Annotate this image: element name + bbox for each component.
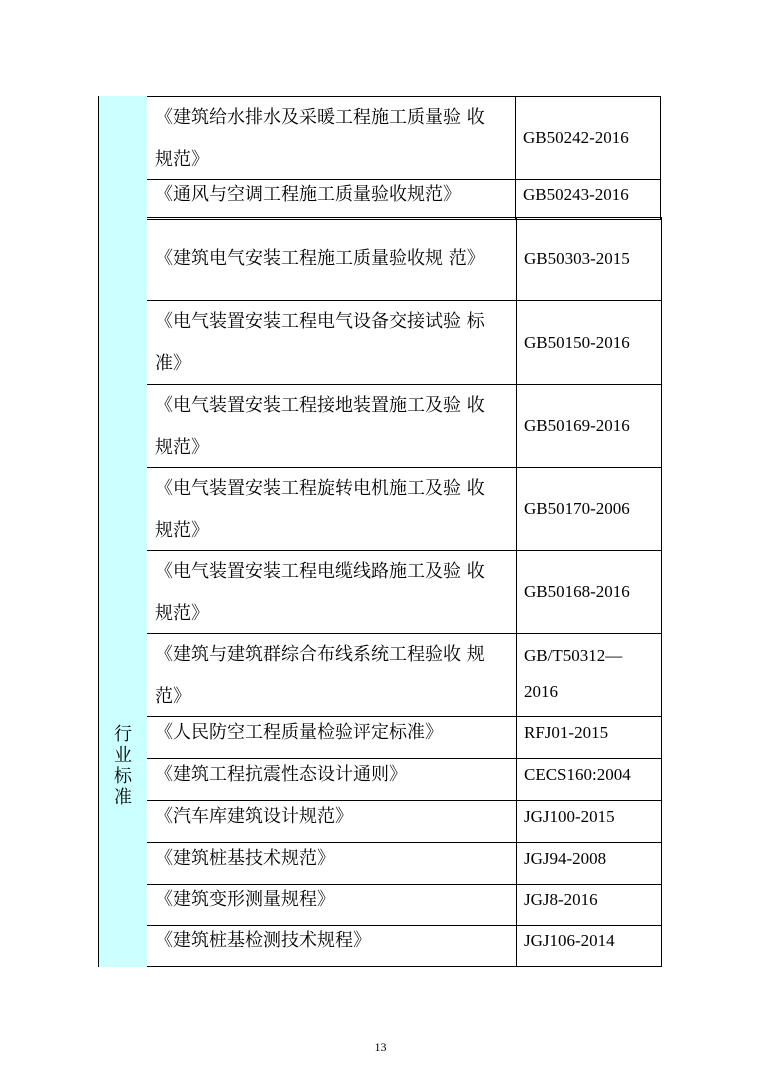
left-border (98, 96, 99, 220)
standard-code-cell: GB50150-2016 (517, 301, 662, 385)
standard-code-cell: JGJ8-2016 (517, 885, 662, 926)
standard-name-cell: 《汽车库建筑设计规范》 (147, 801, 517, 843)
standard-name-cell: 《建筑变形测量规程》 (147, 885, 517, 926)
standard-code-cell: GB/T50312— 2016 (517, 634, 662, 717)
standard-code-cell: GB50169-2016 (517, 385, 662, 468)
standard-name-cell: 《建筑与建筑群综合布线系统工程验收 规 范》 (147, 634, 517, 717)
standard-code-cell: GB50303-2015 (517, 217, 662, 301)
standard-name-cell: 《建筑电气安装工程施工质量验收规 范》 (147, 217, 517, 301)
standard-name-cell: 《通风与空调工程施工质量验收规范》 (147, 180, 516, 220)
standard-code-cell: JGJ94-2008 (517, 843, 662, 885)
category-label: 行 业 标 准 (114, 724, 132, 808)
standard-code-cell: GB50242-2016 (516, 96, 661, 180)
page-number: 13 (374, 1040, 387, 1054)
standard-code-cell: RFJ01-2015 (517, 717, 662, 759)
category-cell (99, 717, 147, 967)
standard-name-cell: 《电气装置安装工程电缆线路施工及验 收 规范》 (147, 551, 517, 634)
left-border (98, 217, 99, 717)
standard-code-cell: GB50168-2016 (517, 551, 662, 634)
standard-code-cell: CECS160:2004 (517, 759, 662, 801)
left-border (98, 717, 99, 967)
standard-code-cell: GB50170-2006 (517, 468, 662, 551)
standard-name-cell: 《人民防空工程质量检验评定标准》 (147, 717, 517, 759)
standard-name-cell: 《建筑工程抗震性态设计通则》 (147, 759, 517, 801)
category-cell (99, 217, 147, 717)
standard-name-cell: 《电气装置安装工程接地装置施工及验 收 规范》 (147, 385, 517, 468)
standard-name-cell: 《电气装置安装工程旋转电机施工及验 收 规范》 (147, 468, 517, 551)
standard-name-cell: 《建筑桩基检测技术规程》 (147, 926, 517, 967)
standard-code-cell: GB50243-2016 (516, 180, 661, 220)
standard-code-cell: JGJ100-2015 (517, 801, 662, 843)
standard-name-cell: 《建筑给水排水及采暖工程施工质量验 收 规范》 (147, 96, 516, 180)
standard-code-cell: JGJ106-2014 (517, 926, 662, 967)
category-cell (99, 96, 147, 220)
standard-name-cell: 《建筑桩基技术规范》 (147, 843, 517, 885)
standard-name-cell: 《电气装置安装工程电气设备交接试验 标 准》 (147, 301, 517, 385)
